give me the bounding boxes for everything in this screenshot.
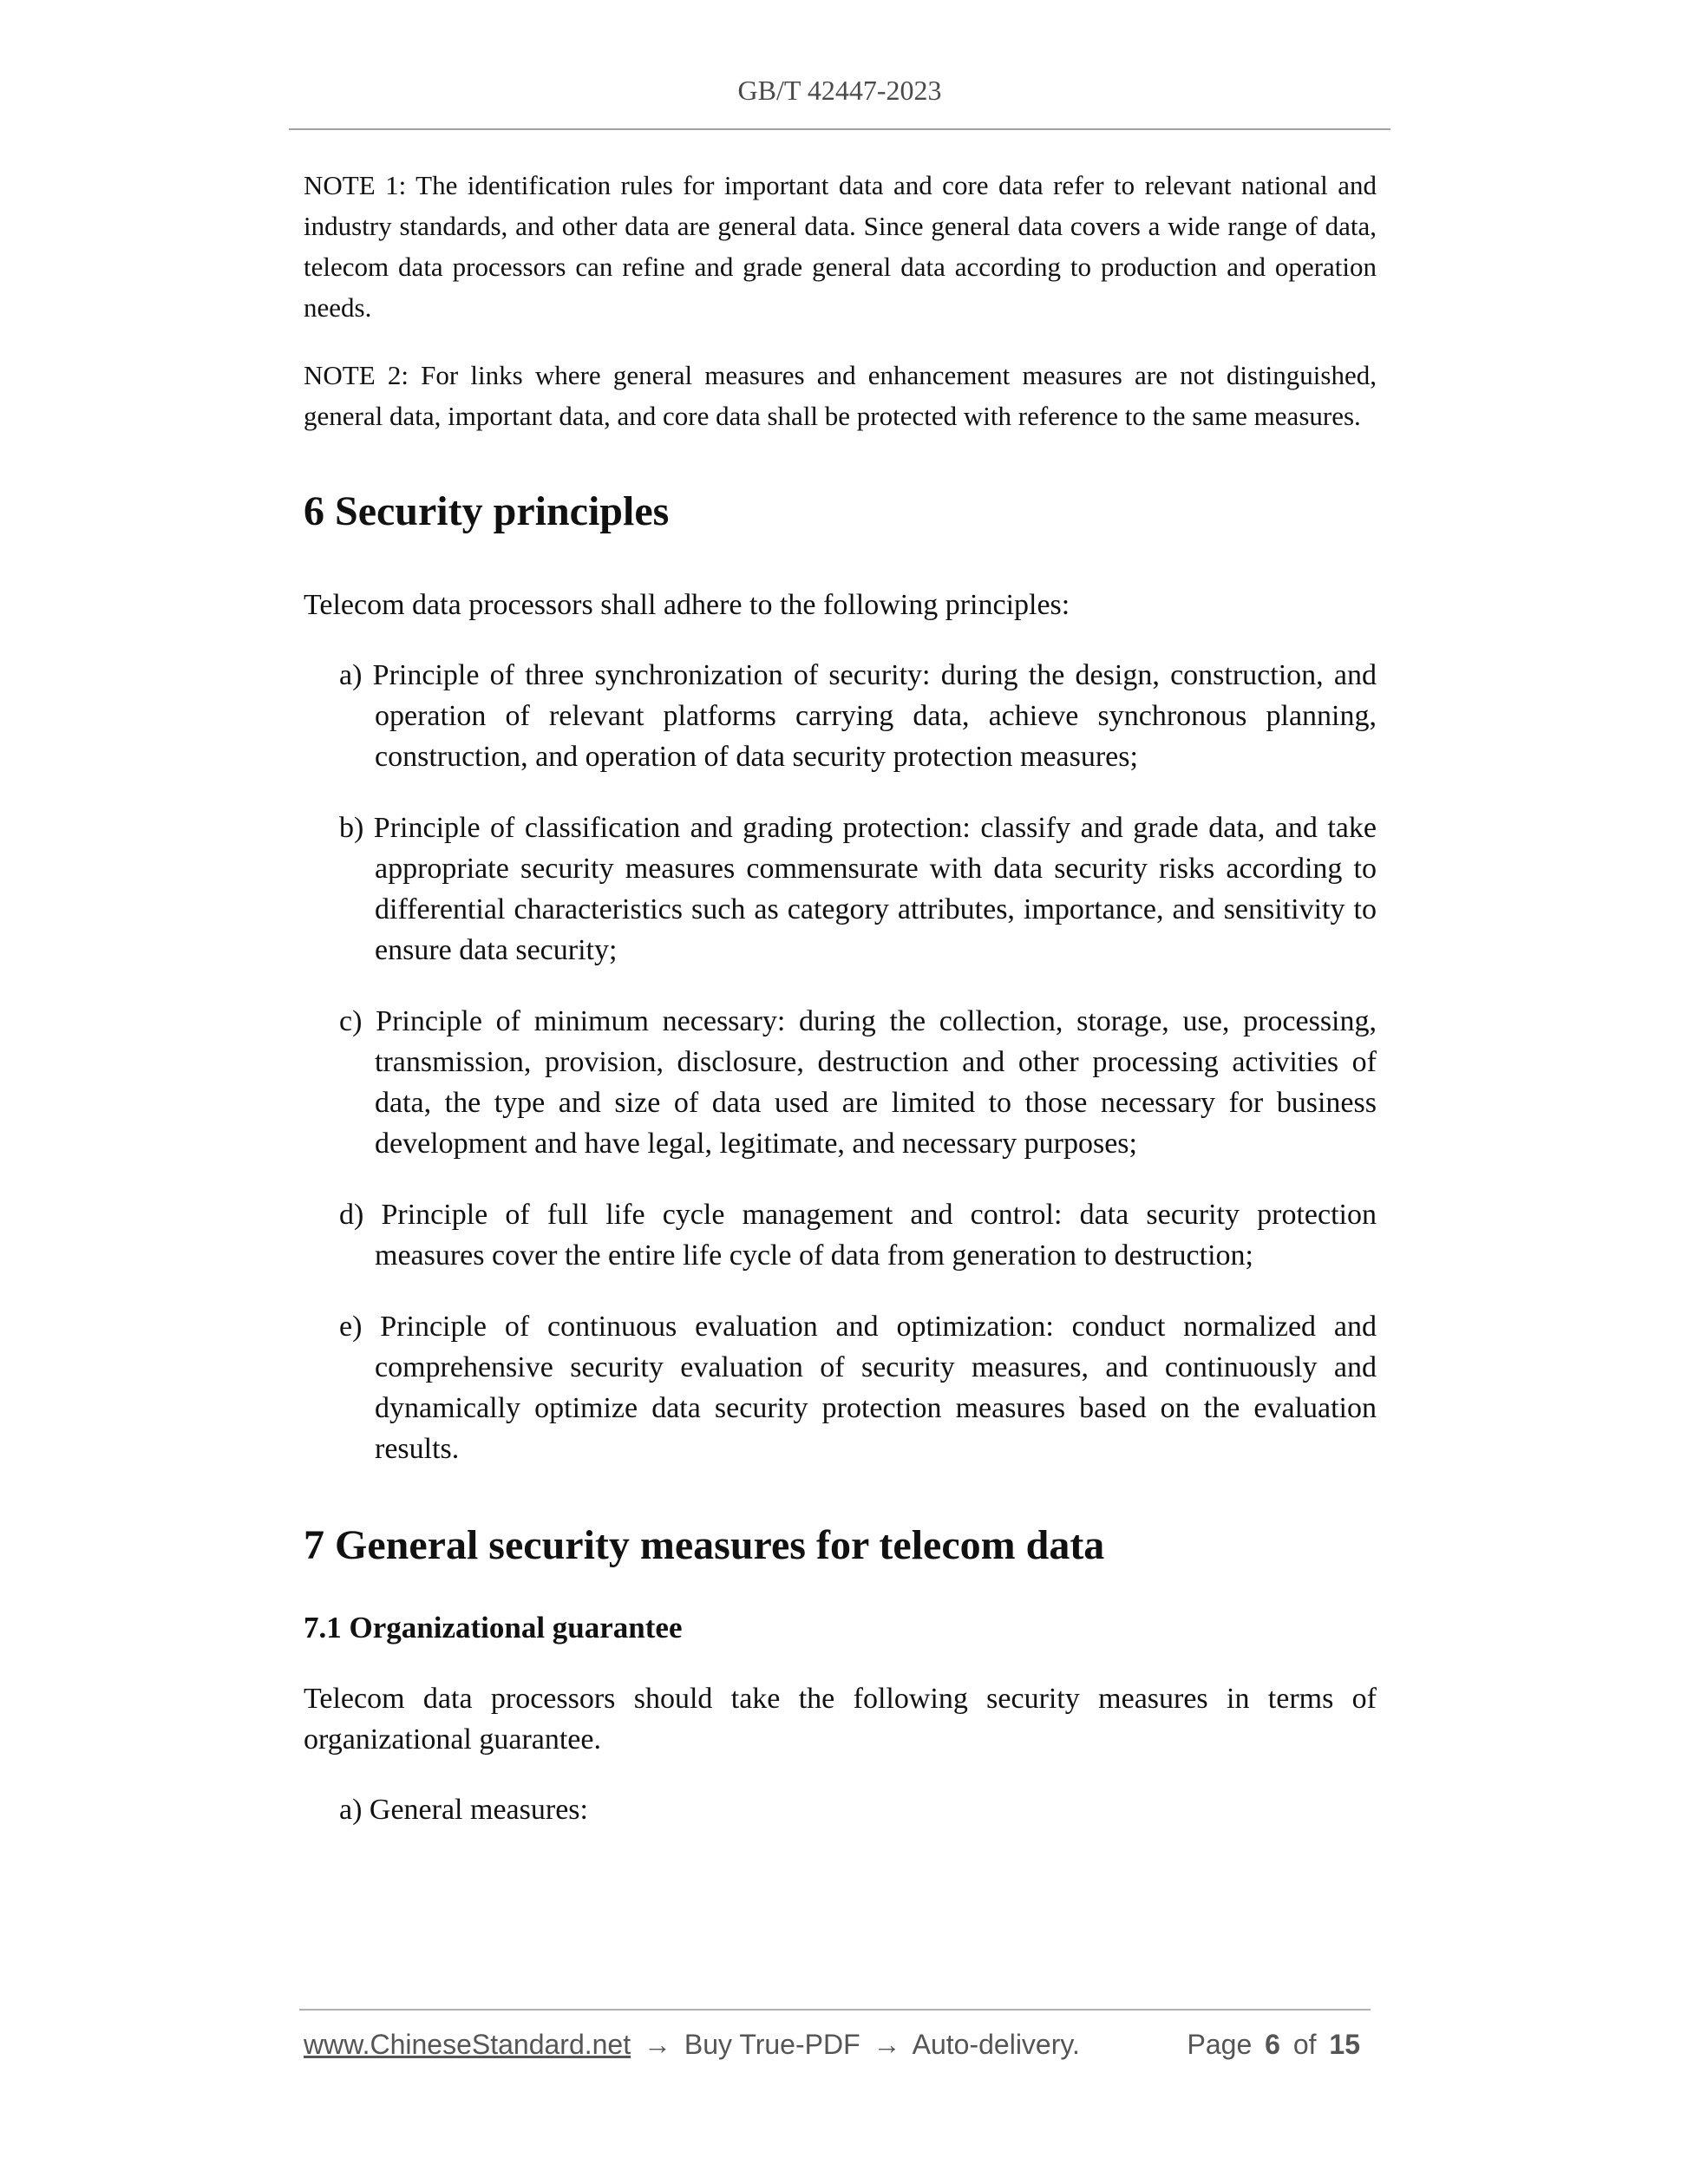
section-7-heading: 7 General security measures for telecom data [304,1522,1105,1568]
page-label: Page [1187,2029,1253,2060]
note-1: NOTE 1: The identification rules for important data and core data refer to relevant national and industry standards, and other data are general data. Since general data covers a wide range of data, telecom data processors can refine and grade general data according to production and operation needs. [304,170,1377,323]
footer-divider [299,2009,1371,2011]
subsection-7-1-heading: 7.1 Organizational guarantee [304,1611,683,1645]
document-header: GB/T 42447-2023 [737,75,942,106]
general-measures-item: a) General measures: [339,1794,588,1826]
auto-delivery-text: Auto-delivery. [912,2029,1080,2060]
principle-item-e: e) Principle of continuous evaluation and optimization: conduct normalized and comprehensive security evaluation of security measures, and continuously and dynamically optimize data security protection measures based on the evaluation results. [339,1311,1377,1465]
section-6-heading: 6 Security principles [304,488,670,534]
principle-item-b: b) Principle of classification and grading protection: classify and grade data, and take appropriate security measures commensurate with data security risks according to differential characteristics such as category attributes, importance, and sensitivity to ensure data security; [339,812,1377,966]
page-total: 15 [1329,2029,1360,2060]
header-divider [289,128,1390,130]
principle-item-a: a) Principle of three synchronization of security: during the design, construction, and operation of relevant platforms carrying data, achieve synchronous planning, construction, and operation of data security protection measures; [339,659,1377,773]
section-6-intro: Telecom data processors shall adhere to the following principles: [304,589,1070,621]
principle-item-d: d) Principle of full life cycle management and control: data security protection measures cover the entire life cycle of data from generation to destruction; [339,1199,1377,1272]
note-2: NOTE 2: For links where general measures and enhancement measures are not distinguished, general data, important data, and core data shall be protected with reference to the same measures. [304,360,1377,431]
of-label: of [1292,2029,1317,2060]
section-7-1-intro: Telecom data processors should take the following security measures in terms of organizational guarantee. [304,1683,1377,1756]
arrow-right-icon: → [644,2029,671,2060]
page-indicator [1187,2029,1365,2061]
page-content [304,165,1377,1830]
principle-item-c: c) Principle of minimum necessary: during the collection, storage, use, processing, transmission, provision, disclosure, destruction and other processing activities of data, the type and size of data used are limited to those necessary for business development and have legal, legitimate, and necessary purposes; [339,1005,1377,1160]
page-number: 6 [1265,2029,1280,2060]
footer-promo [304,2029,1080,2061]
site-link[interactable]: www.ChineseStandard.net [304,2029,631,2060]
buy-true-pdf-text: Buy True-PDF [684,2029,860,2060]
arrow-right-icon: → [873,2029,901,2060]
principles-list [304,655,1377,1469]
page-footer [304,2029,1371,2067]
